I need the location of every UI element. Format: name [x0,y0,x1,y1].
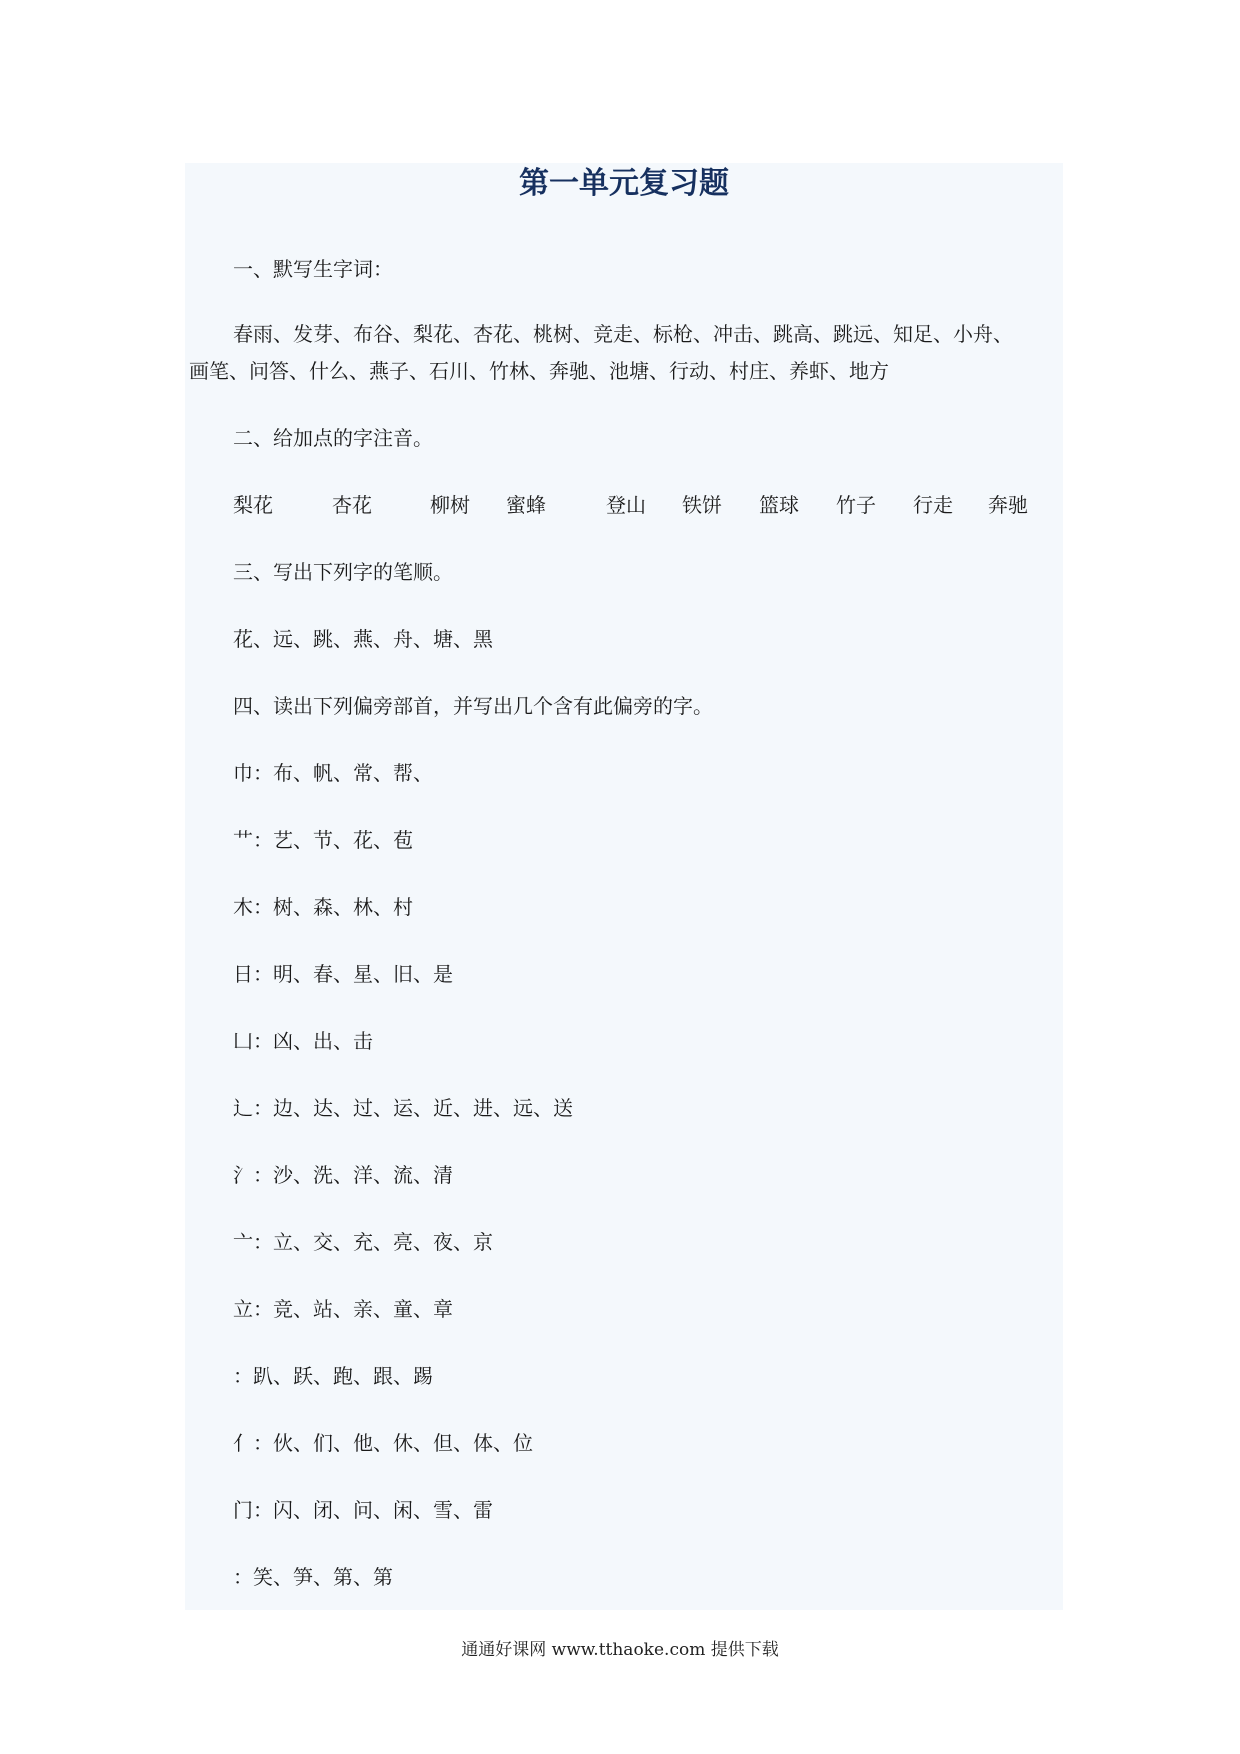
pinyin-word: 篮球 [759,493,799,517]
pinyin-word: 杏花 [332,493,372,517]
section1-words-line1: 春雨、发芽、布谷、梨花、杏花、桃树、竞走、标枪、冲击、跳高、跳远、知足、小舟、 [233,322,1013,346]
radical-line: ：趴、跃、跑、跟、踢 [233,1364,433,1388]
pinyin-word: 铁饼 [682,493,722,517]
pinyin-word: 奔驰 [988,493,1028,517]
pinyin-word: 蜜蜂 [506,493,546,517]
radical-line: 辶：边、达、过、运、近、进、远、送 [233,1096,573,1120]
radical-line: ：笑、笋、第、第 [233,1565,393,1589]
section3-heading: 三、写出下列字的笔顺。 [233,560,453,584]
radical-line: 门：闪、闭、问、闲、雪、雷 [233,1498,493,1522]
radical-line: 氵：沙、洗、洋、流、清 [233,1163,453,1187]
pinyin-word: 竹子 [836,493,876,517]
section2-heading: 二、给加点的字注音。 [233,426,433,450]
pinyin-word: 柳树 [430,493,470,517]
radical-line: 木：树、森、林、村 [233,895,413,919]
section1-heading: 一、默写生字词： [233,257,393,281]
radical-line: 凵：凶、出、击 [233,1029,373,1053]
radical-line: 亻：伙、们、他、休、但、体、位 [233,1431,533,1455]
section1-words-line2: 画笔、问答、什么、燕子、石川、竹林、奔驰、池塘、行动、村庄、养虾、地方 [189,359,889,383]
radical-line: 艹：艺、节、花、苞 [233,828,413,852]
pinyin-word: 行走 [913,493,953,517]
section3-chars: 花、远、跳、燕、舟、塘、黑 [233,627,493,651]
section2-word-row [233,493,1053,517]
document-title: 第一单元复习题 [519,166,729,201]
section4-heading: 四、读出下列偏旁部首，并写出几个含有此偏旁的字。 [233,694,713,718]
pinyin-word: 登山 [606,493,646,517]
radical-line: 日：明、春、星、旧、是 [233,962,453,986]
radical-line: 巾：布、帆、常、帮、 [233,761,433,785]
radical-line: 立：竞、站、亲、童、章 [233,1297,453,1321]
radical-line: 亠：立、交、充、亮、夜、京 [233,1230,493,1254]
page-footer: 通通好课网 www.tthaoke.com 提供下载 [461,1640,779,1660]
pinyin-word: 梨花 [233,493,273,517]
